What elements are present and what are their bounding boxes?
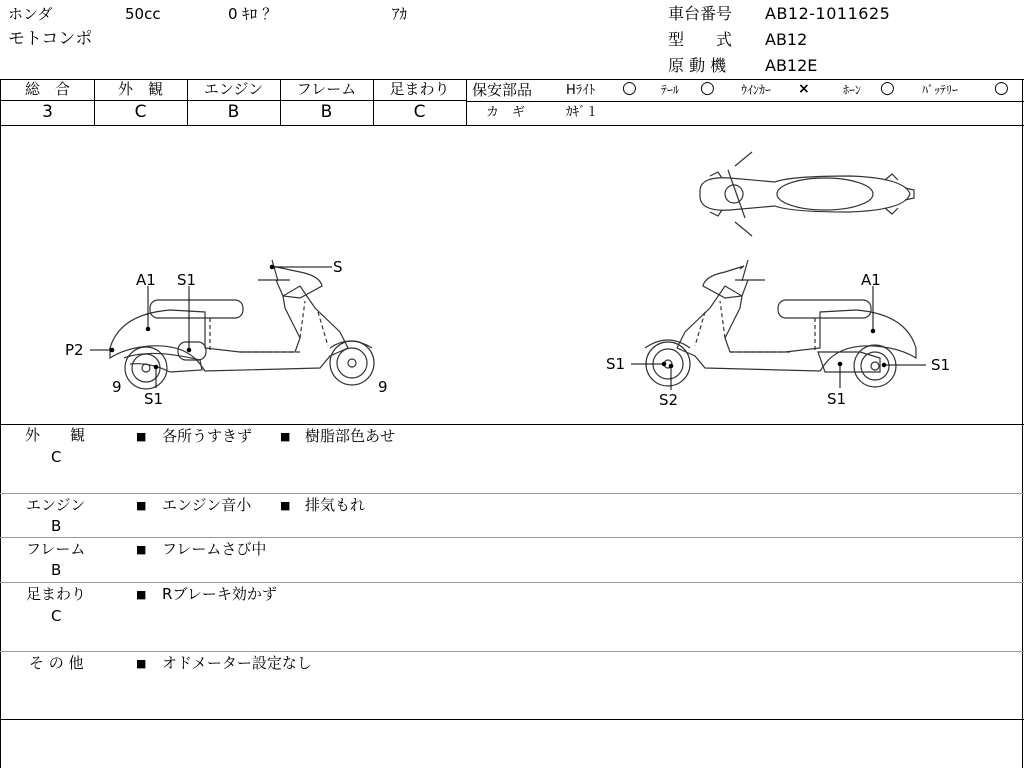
bullet-icon: ■	[280, 499, 291, 512]
engine-model-label: 原 動 機	[668, 56, 727, 75]
frame-no-label: 車台番号	[668, 4, 733, 23]
displacement: 50cc	[125, 5, 161, 23]
remark-item: エンジン音小	[162, 496, 252, 514]
headlight-label: Hﾗｲﾄ	[566, 83, 596, 98]
exterior-grade: C	[134, 102, 147, 122]
key-value: ｶｷﾞ１	[566, 105, 599, 120]
remark-category: 足まわり	[26, 585, 87, 603]
remark-item: 各所うすきず	[162, 427, 253, 445]
remark-grade: B	[51, 517, 62, 535]
remark-category: 外 観	[25, 426, 86, 444]
remark-item: 樹脂部色あせ	[305, 427, 396, 445]
engine-model: AB12E	[765, 56, 818, 75]
safety-label: 保安部品	[472, 81, 533, 99]
tail-status: ○	[700, 78, 715, 98]
bullet-icon: ■	[136, 430, 147, 443]
bullet-icon: ■	[136, 588, 147, 601]
type-value: AB12	[765, 30, 808, 49]
horn-status: ○	[880, 78, 895, 98]
damage-diagram	[0, 126, 1022, 424]
left-nine-right-label: 9	[378, 378, 388, 396]
key-label: カ ギ	[486, 105, 526, 120]
winker-status: ×	[798, 81, 810, 97]
exterior-label: 外 観	[117, 80, 163, 98]
right-s1-left-label: S1	[606, 355, 626, 373]
right-a1-label: A1	[861, 271, 881, 289]
mileage: 0 ｷﾛ ？	[228, 5, 278, 23]
frame-no: AB12-1011625	[765, 4, 891, 23]
winker-label: ｳｲﾝｶｰ	[741, 83, 772, 97]
remark-grade: C	[51, 448, 62, 466]
headlight-status: ○	[622, 78, 637, 98]
scooter-top-view	[700, 152, 914, 236]
suspension-grade: C	[413, 102, 426, 122]
total-label: 総 合	[24, 80, 70, 98]
bullet-icon: ■	[136, 543, 147, 556]
frame-label: フレーム	[296, 80, 357, 98]
suspension-label: 足まわり	[389, 80, 450, 98]
bullet-icon: ■	[136, 657, 147, 670]
left-p2-label: P2	[65, 341, 84, 359]
horn-label: ﾎｰﾝ	[843, 83, 862, 97]
right-s1-right-label: S1	[931, 356, 951, 374]
body-color: ｱｶ	[392, 5, 408, 23]
battery-label: ﾊﾞｯﾃﾘｰ	[922, 83, 959, 97]
remark-category: そ の 他	[29, 654, 84, 672]
right-s1-bottom-label: S1	[827, 390, 847, 408]
battery-status: ○	[994, 78, 1009, 98]
remark-grade: B	[51, 561, 62, 579]
engine-grade: B	[227, 102, 240, 122]
left-s1-bottom-label: S1	[144, 390, 164, 408]
engine-label: エンジン	[203, 80, 264, 98]
left-a1-label: A1	[136, 271, 156, 289]
remark-item: フレームさび中	[162, 540, 267, 558]
right-s2-label: S2	[659, 391, 679, 409]
maker: ホンダ	[8, 5, 53, 23]
remark-category: エンジン	[26, 496, 86, 514]
left-nine-left-label: 9	[112, 378, 122, 396]
tail-label: ﾃｰﾙ	[661, 83, 680, 97]
remark-item: オドメーター設定なし	[162, 654, 312, 672]
bullet-icon: ■	[280, 430, 291, 443]
left-s-label: S	[333, 258, 343, 276]
left-s1-top-label: S1	[177, 271, 197, 289]
remark-category: フレーム	[26, 540, 86, 558]
type-label: 型 式	[668, 30, 733, 49]
remark-item: Rブレーキ効かず	[162, 585, 277, 603]
bullet-icon: ■	[136, 499, 147, 512]
remark-item: 排気もれ	[305, 496, 366, 514]
model-name: モトコンポ	[8, 29, 93, 49]
frame-grade: B	[320, 102, 333, 122]
total-grade: 3	[42, 102, 53, 122]
remark-grade: C	[51, 607, 62, 625]
